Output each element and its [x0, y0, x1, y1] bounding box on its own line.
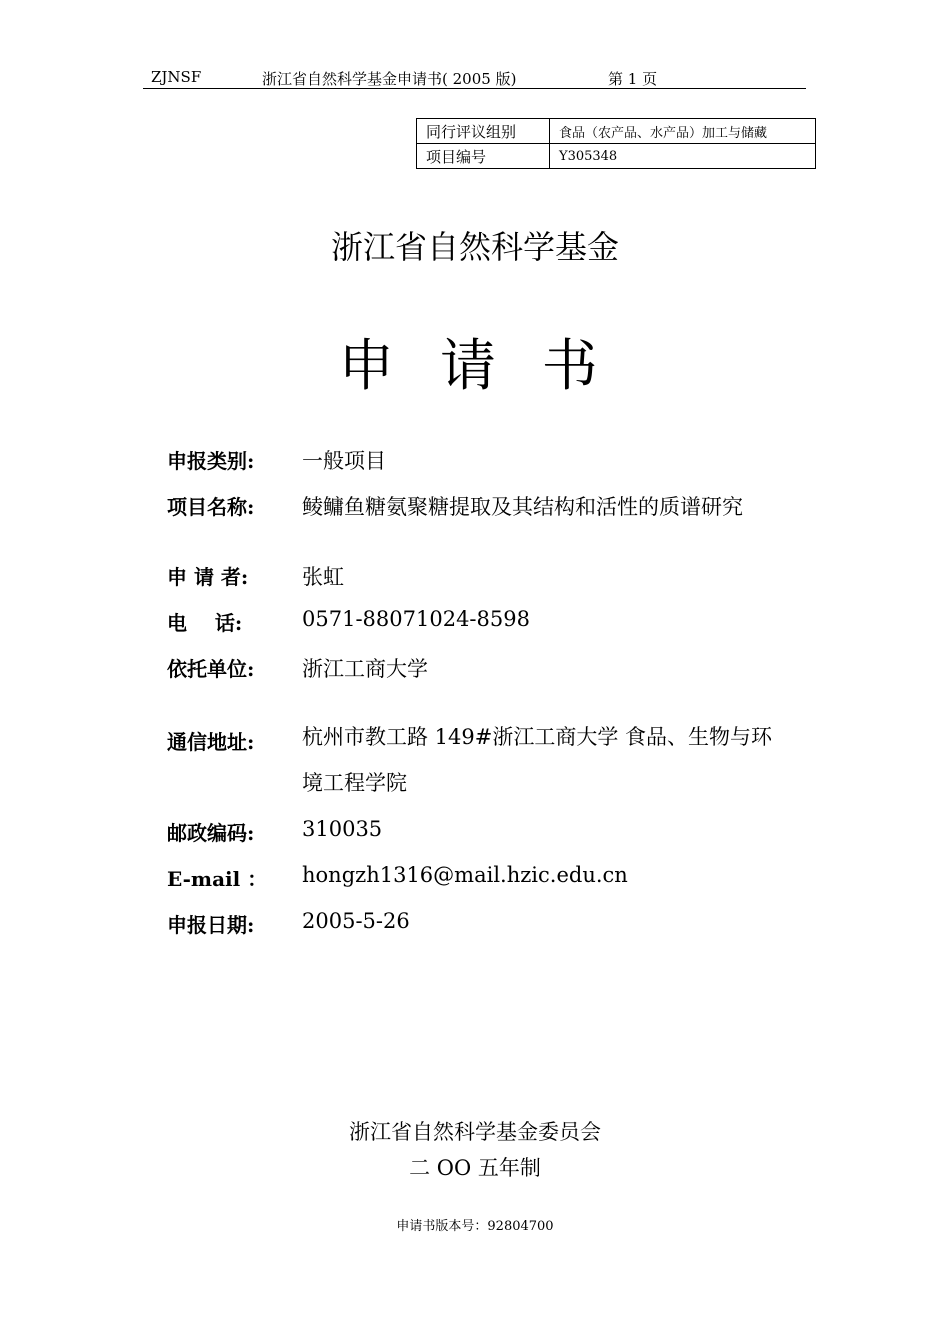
institution-value: 浙江工商大学: [302, 657, 428, 681]
project-name-label: 项目名称:: [167, 495, 255, 519]
email-label: E-mail ：: [167, 867, 268, 891]
table-row: [417, 119, 816, 144]
project-name-value: 鲮鳙鱼糖氨聚糖提取及其结构和活性的质谱研究: [302, 495, 743, 519]
address-label: 通信地址:: [167, 730, 255, 754]
application-title: 申 请 书: [338, 334, 612, 399]
applicant-value: 张虹: [302, 565, 344, 589]
committee-name: 浙江省自然科学基金委员会: [349, 1120, 601, 1144]
postcode-label: 邮政编码:: [167, 821, 255, 845]
review-table: [416, 118, 816, 169]
category-value: 一般项目: [302, 449, 386, 473]
fund-title: 浙江省自然科学基金: [330, 228, 619, 266]
header-page-number: 第 1 页: [608, 70, 658, 88]
project-number-value: Y305348: [550, 144, 816, 169]
address-value: 杭州市教工路 149#浙江工商大学 食品、生物与环境工程学院: [302, 725, 773, 795]
institution-label: 依托单位:: [167, 657, 255, 681]
category-label: 申报类别:: [167, 449, 255, 473]
version-number: 申请书版本号：92804700: [396, 1219, 554, 1234]
header-doc-title: 浙江省自然科学基金申请书( 2005 版): [262, 70, 517, 88]
phone-label: 电 话:: [167, 611, 243, 635]
postcode-value: 310035: [302, 817, 383, 841]
date-value: 2005-5-26: [302, 909, 410, 933]
date-label: 申报日期:: [167, 913, 255, 937]
email-value: hongzh1316@mail.hzic.edu.cn: [302, 863, 628, 887]
phone-value: 0571-88071024-8598: [302, 607, 530, 631]
review-group-value: 食品（农产品、水产品）加工与储藏: [550, 119, 816, 144]
review-group-label: 同行评议组别: [417, 119, 550, 144]
applicant-label: 申 请 者:: [167, 565, 249, 589]
header-rule: [143, 88, 806, 89]
table-row: [417, 144, 816, 169]
project-number-label: 项目编号: [417, 144, 550, 169]
made-year: 二 OO 五年制: [409, 1156, 541, 1180]
header-code: ZJNSF: [151, 68, 202, 86]
